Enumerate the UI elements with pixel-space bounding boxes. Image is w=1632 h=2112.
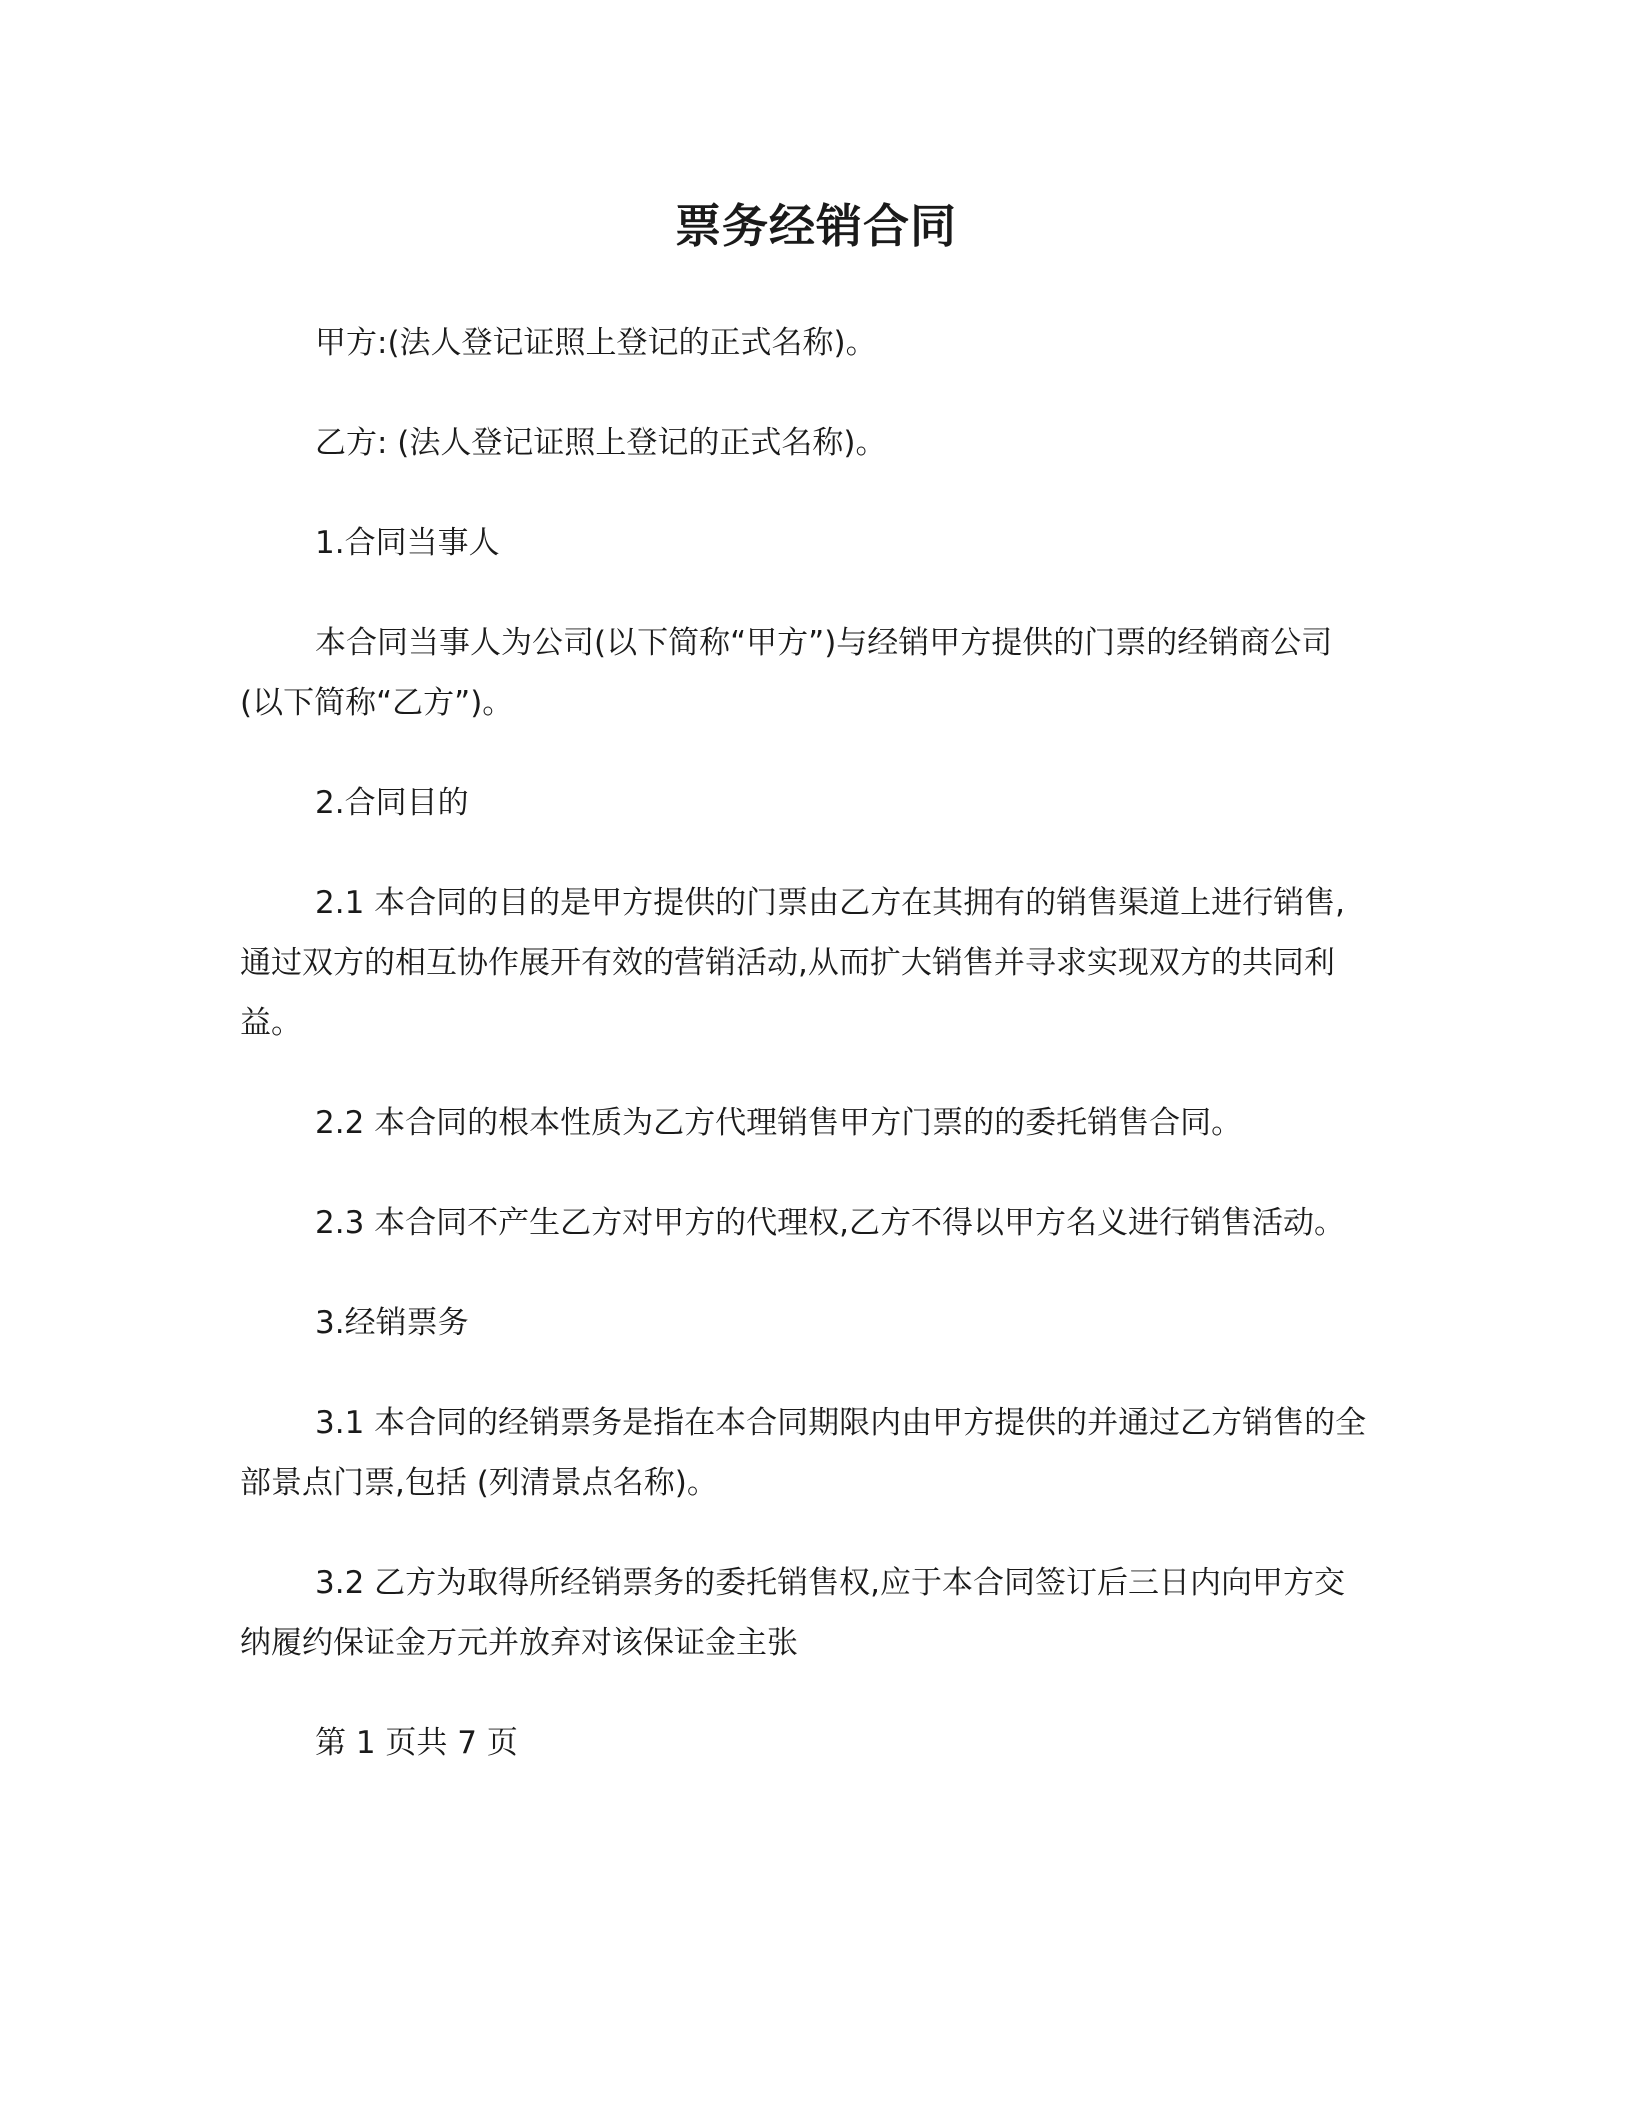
clause-2-1: 2.1 本合同的目的是甲方提供的门票由乙方在其拥有的销售渠道上进行销售,通过双方的相互协作展开有效的营销活动,从而扩大销售并寻求实现双方的共同利益。 xyxy=(240,885,1346,1041)
party-a-line: 甲方:(法人登记证照上登记的正式名称)。 xyxy=(315,325,877,361)
document-title: 票务经销合同 xyxy=(675,199,957,253)
section-2-heading: 2.合同目的 xyxy=(315,785,469,821)
section-1-body: 本合同当事人为公司(以下简称“甲方”)与经销甲方提供的门票的经销商公司(以下简称“乙方”)。 xyxy=(240,625,1333,721)
clause-2-2: 2.2 本合同的根本性质为乙方代理销售甲方门票的的委托销售合同。 xyxy=(315,1105,1243,1141)
section-3-heading: 3.经销票务 xyxy=(315,1305,469,1341)
party-b-line: 乙方: (法人登记证照上登记的正式名称)。 xyxy=(315,425,887,461)
clause-3-1: 3.1 本合同的经销票务是指在本合同期限内由甲方提供的并通过乙方销售的全部景点门票,包括 (列清景点名称)。 xyxy=(240,1405,1367,1501)
section-1-heading: 1.合同当事人 xyxy=(315,525,500,561)
page-footer: 第 1 页共 7 页 xyxy=(315,1725,518,1761)
clause-3-2: 3.2 乙方为取得所经销票务的委托销售权,应于本合同签订后三日内向甲方交纳履约保证金万元并放弃对该保证金主张 xyxy=(240,1565,1346,1661)
clause-2-3: 2.3 本合同不产生乙方对甲方的代理权,乙方不得以甲方名义进行销售活动。 xyxy=(315,1205,1346,1241)
